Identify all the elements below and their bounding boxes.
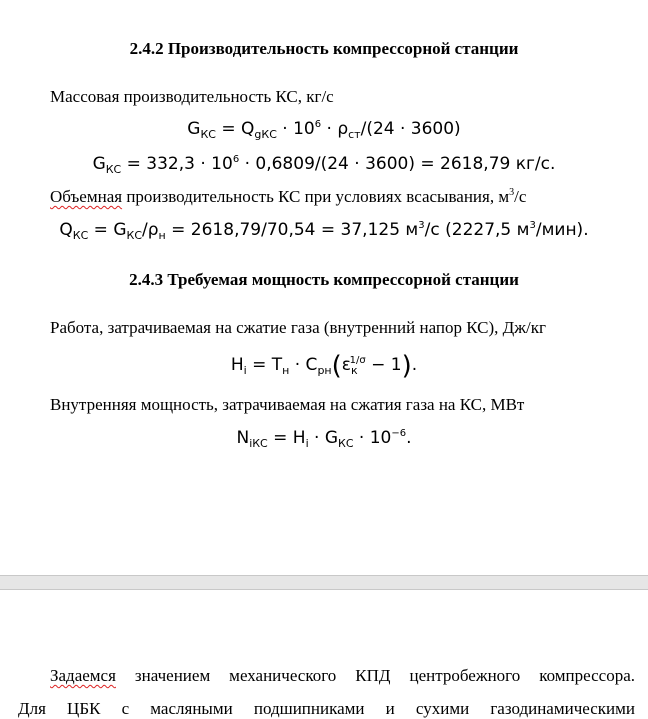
formula-internal-power: $N_{iКС} = H_i \cdot G_{КС} \cdot 10^{-6}$. xyxy=(236,428,412,450)
page-break-gap xyxy=(0,575,648,590)
heading-2-4-2: 2.4.2 Производительность компрессорной станции xyxy=(129,39,519,58)
formula-mass-general: $G_{КС} = Q_{gКС} \cdot 10^6 \cdot \rho_{ст}/(24 \cdot 3600)$ xyxy=(187,119,461,141)
formula-internal-head: $H_i = T_н \cdot C_{рн}(\varepsilon_к^{1/\sigma} - 1)$. xyxy=(230,351,418,381)
document-page-2 xyxy=(0,590,648,718)
formula-mass-calculated: $G_{КС} = 332,3 \cdot 10^6 \cdot 0,6809/(24 \cdot 3600) = 2618,79$ кг/с. xyxy=(92,154,556,176)
internal-power-label: Внутренняя мощность, затрачиваемая на сжатия газа на КС, МВт xyxy=(50,395,525,414)
spell-error-word[interactable]: Объемная xyxy=(50,187,123,206)
formula-volumetric: $Q_{КС} = G_{КС}/\rho_н = 2618,79/70,54 = 37,125$ $м^3/с$ (2227,5 $м^3/мин$). xyxy=(59,220,589,242)
volumetric-productivity-label: Объемная производительность КС при условиях всасывания, $м^3/с$ xyxy=(50,187,527,206)
compression-work-label: Работа, затрачиваемая на сжатие газа (внутренний напор КС), Дж/кг xyxy=(50,318,546,337)
heading-2-4-3: 2.4.3 Требуемая мощность компрессорной станции xyxy=(129,270,519,289)
spell-error-word[interactable]: Задаемся xyxy=(50,666,116,685)
paragraph-line-2: Для ЦБК с масляными подшипниками и сухими газодинамическими xyxy=(18,699,635,718)
mass-productivity-label: Массовая производительность КС, кг/с xyxy=(50,87,334,106)
paragraph-line-1: Задаемся значением механического КПД центробежного компрессора. xyxy=(50,666,635,685)
